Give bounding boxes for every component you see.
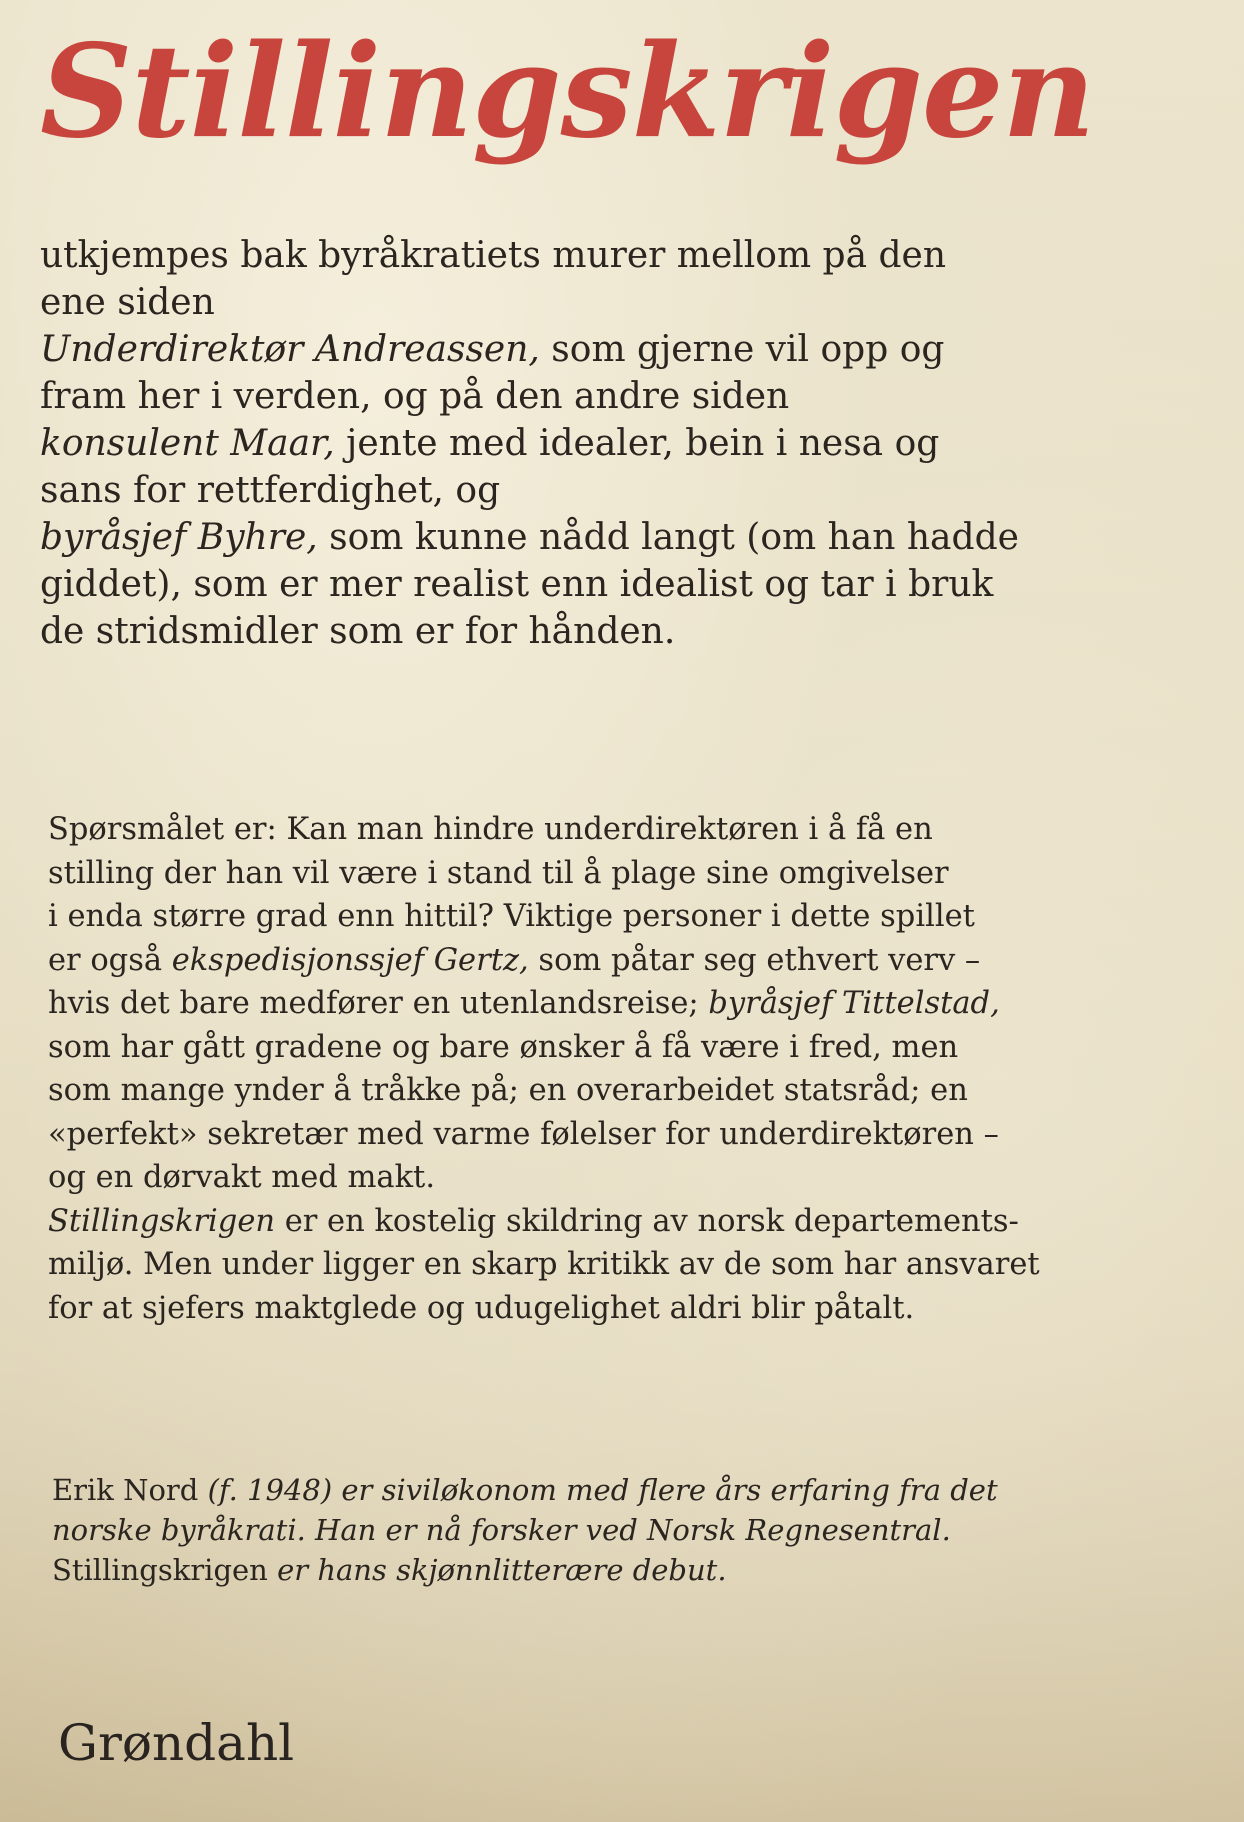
synopsis-paragraph bbox=[48, 808, 1208, 1330]
synopsis-line: som mange ynder å tråkke på; en overarbeidet statsråd; en bbox=[48, 1073, 968, 1108]
character-name: byråsjef Byhre, bbox=[40, 517, 318, 558]
intro-line: byråsjef Byhre, som kunne nådd langt (om han hadde bbox=[40, 517, 1019, 558]
book-title-mention: Stillingskrigen bbox=[52, 1553, 278, 1587]
book-title: Stillingskrigen bbox=[40, 17, 1095, 167]
author-bio bbox=[52, 1470, 1208, 1590]
book-title-mention: Stillingskrigen bbox=[48, 1203, 276, 1239]
intro-line: Underdirektør Andreassen, som gjerne vil opp og bbox=[40, 329, 945, 370]
intro-line: de stridsmidler som er for hånden. bbox=[40, 611, 676, 652]
synopsis-line: som har gått gradene og bare ønsker å få være i fred, men bbox=[48, 1029, 959, 1065]
synopsis-line: for at sjefers maktglede og udugelighet aldri blir påtalt. bbox=[48, 1290, 915, 1326]
publisher-name: Grøndahl bbox=[58, 1714, 295, 1772]
character-name: Underdirektør Andreassen, bbox=[40, 329, 540, 370]
intro-line: ene siden bbox=[40, 282, 215, 323]
intro-line: fram her i verden, og på den andre siden bbox=[40, 376, 790, 417]
author-bio-line: Erik Nord (f. 1948) er siviløkonom med flere års erfaring fra det bbox=[52, 1473, 998, 1507]
author-name: Erik Nord bbox=[52, 1473, 208, 1507]
synopsis-line: Spørsmålet er: Kan man hindre underdirektøren i å få en bbox=[48, 812, 933, 847]
intro-line: konsulent Maar, jente med idealer, bein i nesa og bbox=[40, 423, 940, 464]
synopsis-line: er også ekspedisjonssjef Gertz, som påtar seg ethvert verv – bbox=[48, 942, 981, 978]
intro-line: utkjempes bak byråkratiets murer mellom på den bbox=[40, 235, 947, 276]
synopsis-line: Stillingskrigen er en kostelig skildring av norsk departements- bbox=[48, 1203, 1019, 1239]
synopsis-line: i enda større grad enn hittil? Viktige personer i dette spillet bbox=[48, 899, 975, 934]
synopsis-line: hvis det bare medfører en utenlandsreise; byråsjef Tittelstad, bbox=[48, 986, 1000, 1021]
character-name: byråsjef Tittelstad, bbox=[708, 986, 1000, 1021]
synopsis-line: stilling der han vil være i stand til å plage sine omgivelser bbox=[48, 855, 949, 891]
intro-paragraph bbox=[40, 232, 1208, 655]
intro-line: giddet), som er mer realist enn idealist og tar i bruk bbox=[40, 564, 994, 605]
intro-line: sans for rettferdighet, og bbox=[40, 470, 501, 511]
synopsis-line: miljø. Men under ligger en skarp kritikk av de som har ansvaret bbox=[48, 1247, 1040, 1282]
synopsis-line: og en dørvakt med makt. bbox=[48, 1160, 436, 1195]
character-name: ekspedisjonssjef Gertz, bbox=[171, 942, 529, 978]
author-bio-line: norske byråkrati. Han er nå forsker ved Norsk Regnesentral. bbox=[52, 1513, 951, 1547]
character-name: konsulent Maar, bbox=[40, 423, 335, 464]
author-bio-line: Stillingskrigen er hans skjønnlitterære debut. bbox=[52, 1553, 727, 1587]
synopsis-line: «perfekt» sekretær med varme følelser for underdirektøren – bbox=[48, 1116, 999, 1152]
